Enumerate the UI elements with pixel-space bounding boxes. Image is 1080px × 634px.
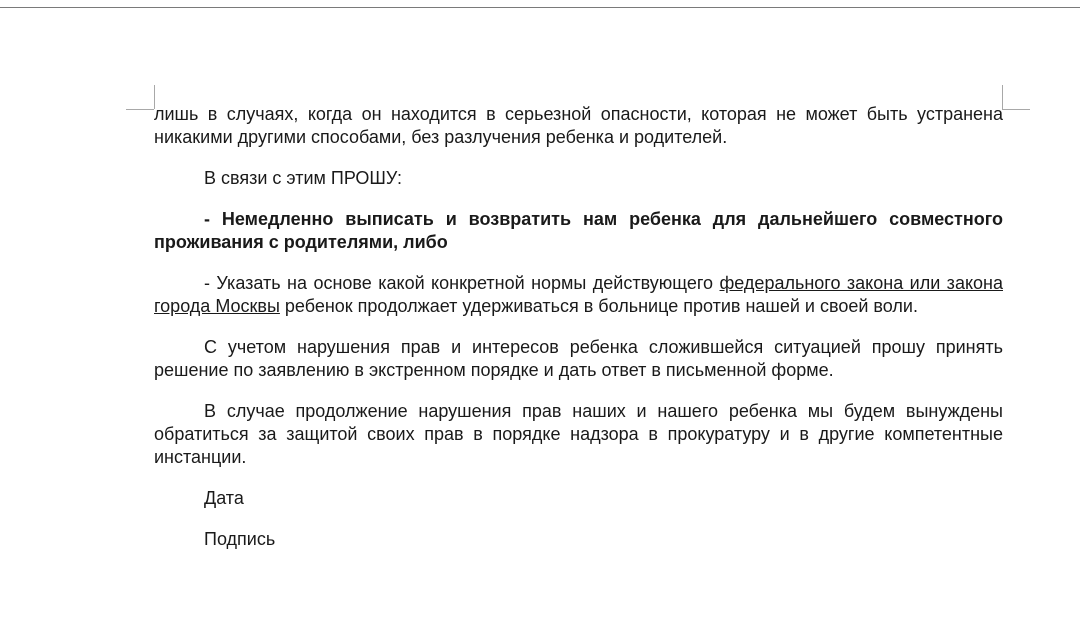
date-label: Дата: [204, 488, 244, 508]
paragraph-continuation: лишь в случаях, когда он находится в серьезной опасности, которая не может быть устранена никакими другими способами, без разлучения ребенка и родителей.: [154, 104, 1003, 147]
law-link[interactable]: федерального закона или закона города Москвы: [154, 273, 1003, 316]
request-item-legal-basis-tail: ребенок продолжает удерживаться в больнице против нашей и своей воли.: [279, 296, 918, 316]
request-heading: В связи с этим ПРОШУ:: [204, 168, 402, 188]
request-item-legal-basis-text: - Указать на основе какой конкретной нормы действующего: [204, 273, 720, 293]
paragraph-escalation: В случае продолжение нарушения прав наших и нашего ребенка мы будем вынуждены обратиться за защитой своих прав в порядке надзора в прокуратуру и в другие компетентные инстанции.: [154, 401, 1003, 467]
window-top-border: [0, 0, 1080, 8]
document-body[interactable]: [154, 103, 1003, 569]
request-item-discharge: - Немедленно выписать и возвратить нам ребенка для дальнейшего совместного проживания с родителями, либо: [154, 209, 1003, 252]
signature-label: Подпись: [204, 529, 276, 549]
paragraph-urgent-decision: С учетом нарушения прав и интересов ребенка сложившейся ситуацией прошу принять решение по заявлению в экстренном порядке и дать ответ в письменной форме.: [154, 337, 1003, 380]
request-item-legal-basis: [154, 272, 1003, 318]
